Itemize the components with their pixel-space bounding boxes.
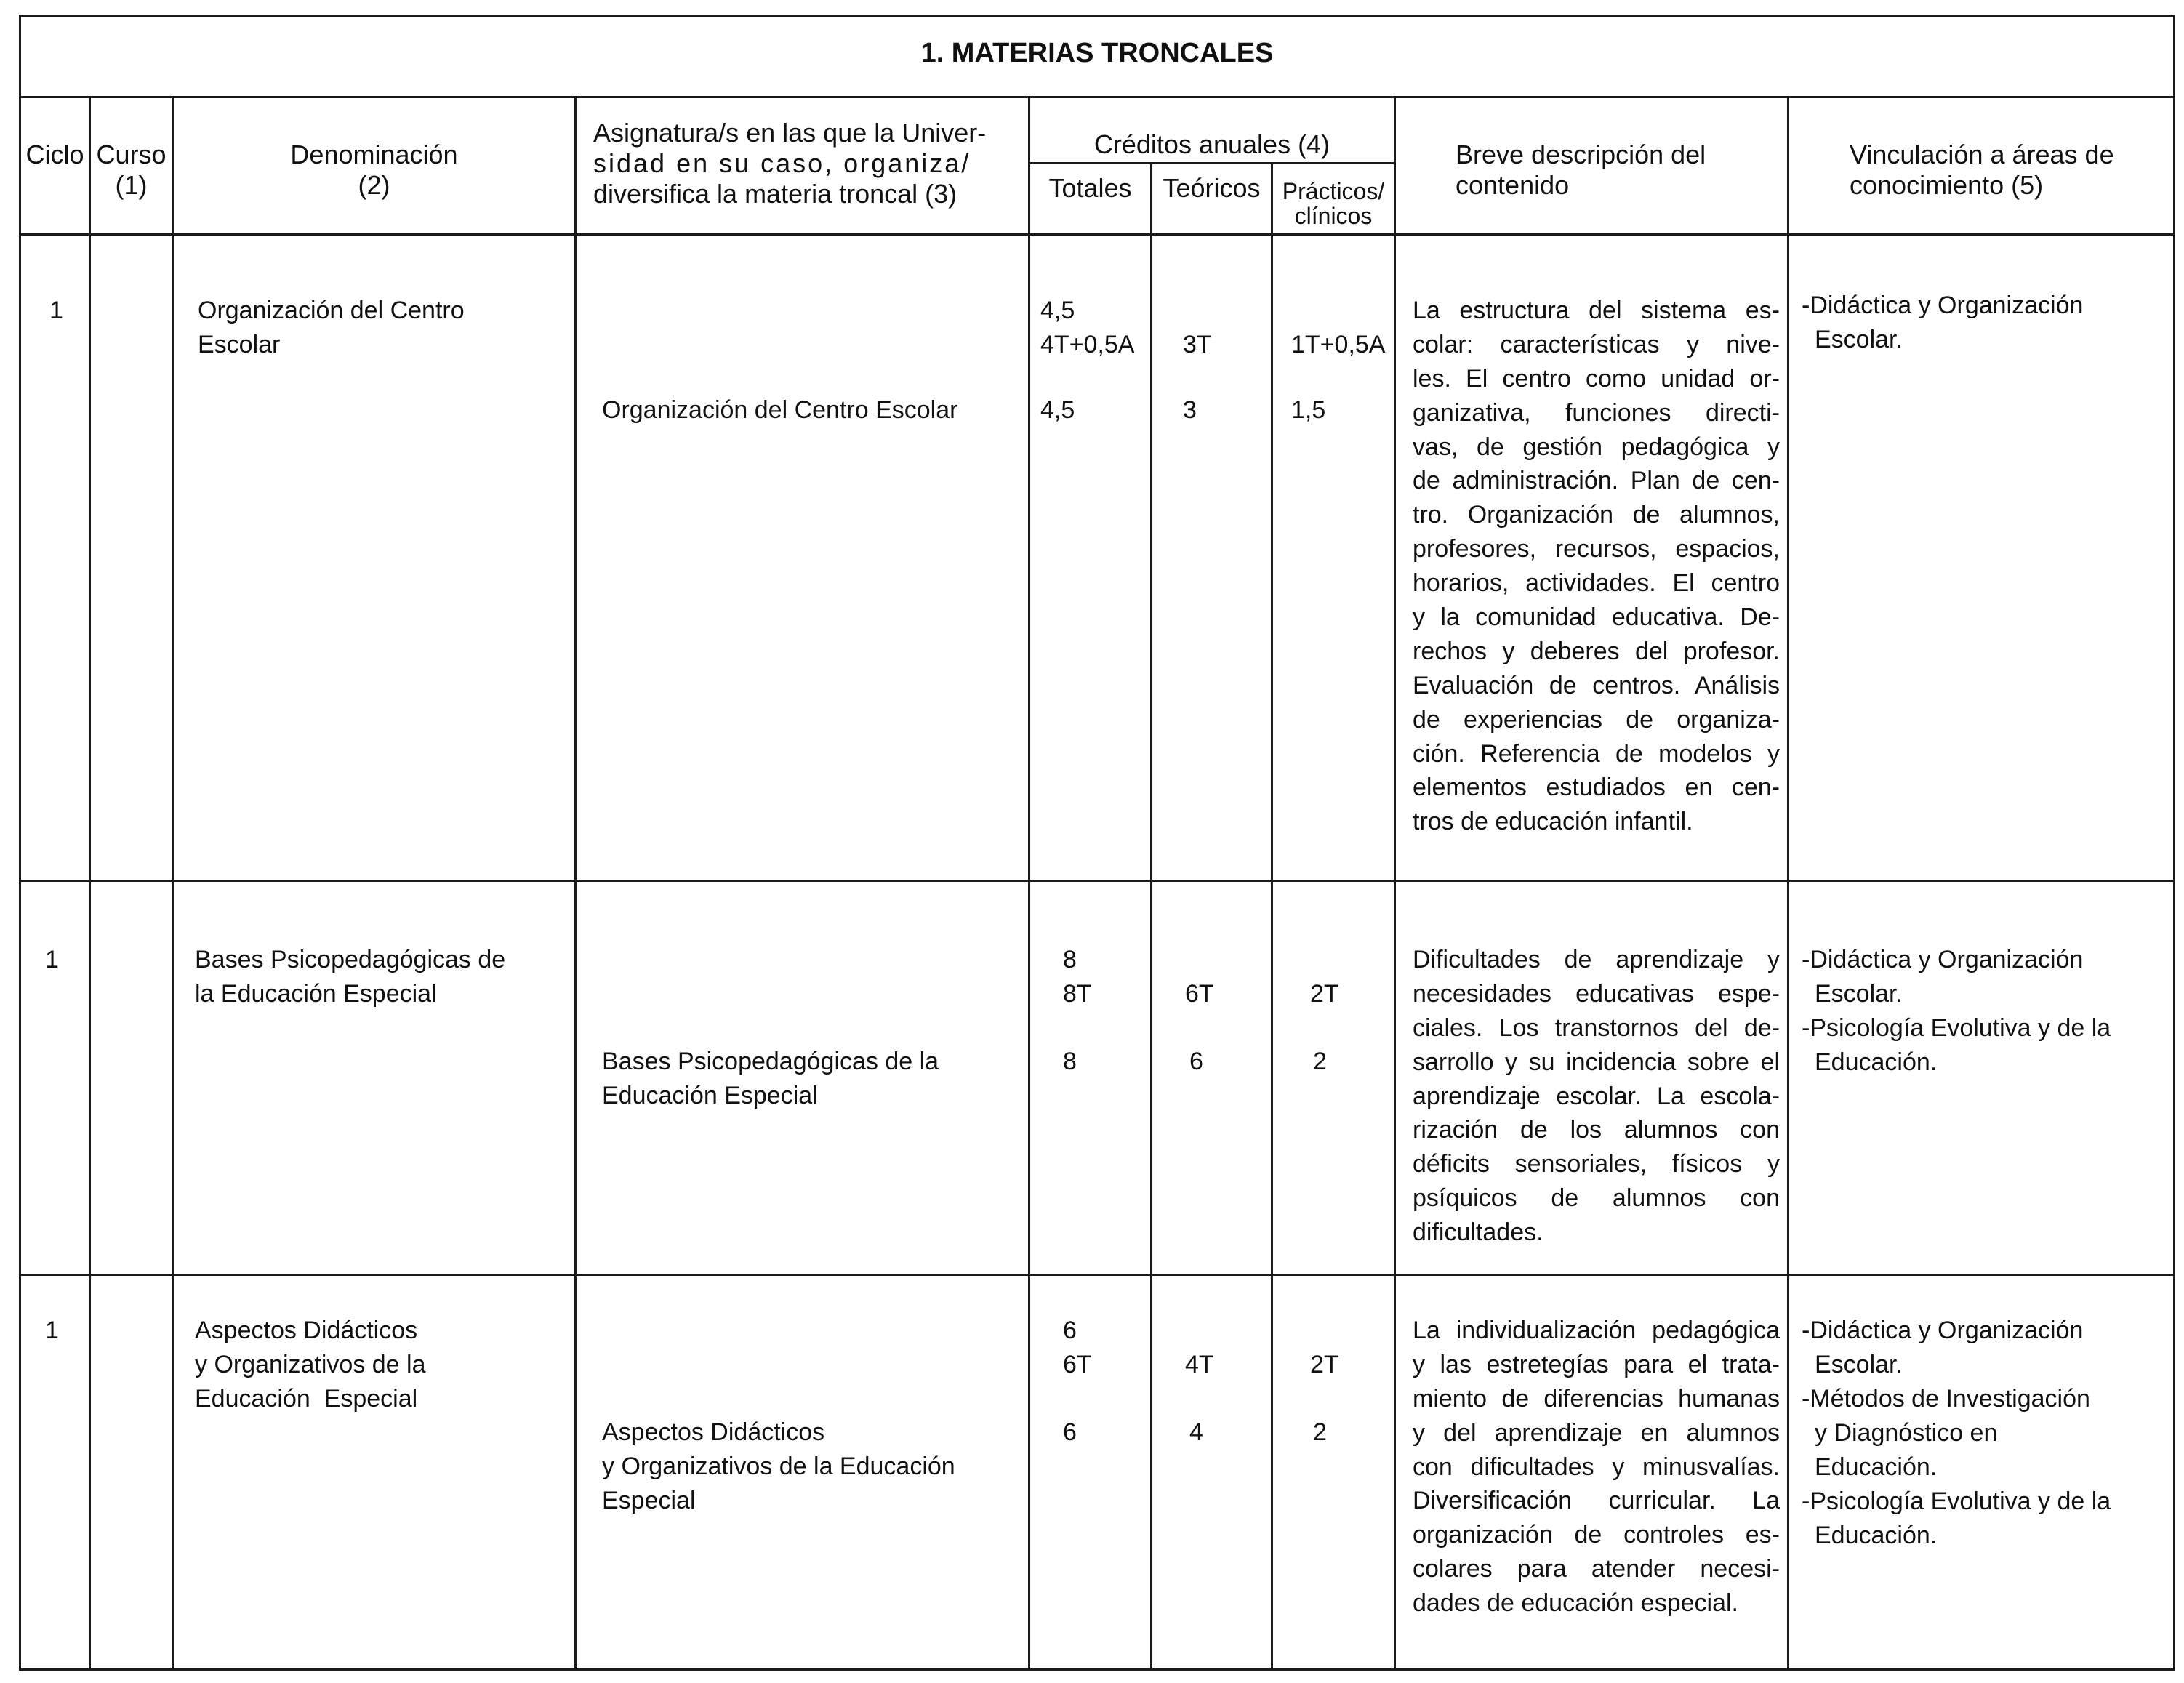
header-ciclo: Ciclo [25,140,84,169]
row2-descripcion: Dificultades de aprendizaje y necesidades educativas espe- ciales. Los transtornos del de- sarrollo y su incidencia sobre el aprendizaje escolar. La escola- rización de los alumnos con déficits sensoriales, físicos y psíquicos de alumnos con dificultades. [1413,946,1780,1247]
row2-ciclo: 1 [45,946,59,973]
header-curso: Curso (1) [96,140,166,200]
col-divider-totales [1150,162,1152,1671]
row1-totales-total: 4,5 [1040,297,1075,324]
col-divider-descripcion [1787,96,1789,1671]
row2-teoricos-asignatura: 6 [1189,1048,1203,1075]
row1-teoricos-asignatura: 3 [1183,396,1197,424]
row3-vinculacion: -Didáctica y Organización Escolar. -Métodos de Investigación y Diagnóstico en Educación. -Psicología Evolutiva y de la Educación. [1802,1317,2111,1549]
header-denominacion: Denominación (2) [290,140,458,200]
row2-totales-asignatura: 8 [1063,1048,1077,1075]
col-divider-teoricos [1271,162,1273,1671]
row3-denominacion: Aspectos Didácticos y Organizativos de la Educación Especial [195,1317,426,1413]
header-vinculacion: Vinculación a áreas de conocimiento (5) [1850,140,2114,200]
table-title: 1. MATERIAS TRONCALES [920,38,1274,68]
col-divider-curso [172,96,174,1671]
header-descripcion: Breve descripción del contenido [1456,140,1706,200]
header-totales: Totales [1048,173,1132,203]
row2-asignatura: Bases Psicopedagógicas de la Educación Especial [602,1048,939,1109]
col-divider-denominacion [574,96,577,1671]
row3-totales-desglose: 6T [1063,1351,1092,1378]
row1-totales-asignatura: 4,5 [1040,396,1075,424]
row3-ciclo: 1 [45,1317,59,1344]
row1-practicos-desglose: 1T+0,5A [1291,331,1386,358]
col-divider-ciclo [89,96,91,1671]
title-divider [19,96,2175,98]
header-teoricos: Teóricos [1163,173,1261,203]
row2-totales-desglose: 8T [1063,980,1092,1008]
row2-totales-total: 8 [1063,946,1077,973]
row-divider-2 [19,1274,2175,1276]
creditos-divider [1028,162,1396,164]
row1-vinculacion: -Didáctica y Organización Escolar. [1802,292,2084,353]
row1-teoricos-desglose: 3T [1183,331,1212,358]
row2-denominacion: Bases Psicopedagógicas de la Educación Especial [195,946,506,1008]
row1-totales-desglose: 4T+0,5A [1040,331,1135,358]
row-divider-1 [19,880,2175,882]
header-asignatura: Asignatura/s en las que la Univer- sidad en su caso, organiza/ diversifica la materia troncal (3) [593,118,987,209]
row3-teoricos-asignatura: 4 [1189,1418,1203,1446]
row3-totales-total: 6 [1063,1317,1077,1344]
row3-totales-asignatura: 6 [1063,1418,1077,1446]
row3-descripcion: La individualización pedagógica y las estretegías para el trata- miento de diferencias humanas y del aprendizaje en alumnos con dificultades y minusvalías. Diversificación curricular. La organización de controles es- colares para atender necesi- dades de educación especial. [1413,1317,1780,1618]
header-practicos: Prácticos/ clínicos [1282,178,1385,229]
row3-teoricos-desglose: 4T [1185,1351,1214,1378]
header-divider [19,233,2175,236]
row1-practicos-asignatura: 1,5 [1291,396,1326,424]
row1-denominacion: Organización del Centro Escolar [198,297,465,358]
row2-practicos-desglose: 2T [1310,980,1339,1008]
row1-ciclo: 1 [49,297,63,324]
col-divider-asignatura [1028,96,1030,1671]
col-divider-creditos [1394,96,1396,1671]
row1-asignatura: Organización del Centro Escolar [602,396,958,424]
header-creditos: Créditos anuales (4) [1093,129,1330,159]
row1-descripcion: La estructura del sistema es- colar: características y nive- les. El centro como unidad or- ganizativa, funciones directi- vas, de gestión pedagógica y de administración. Plan de cen- tro. Organización de alumnos, profesores, recursos, espacios, horarios, actividades. El centro y la comunidad educativa. De- rechos y deberes del profesor. Evaluación de centros. Análisis de experiencias de organiza- ción. Referencia de modelos y elementos estudiados en cen- tros de educación infantil. [1413,297,1780,836]
row3-asignatura: Aspectos Didácticos y Organizativos de la Educación Especial [602,1418,955,1514]
row3-practicos-desglose: 2T [1310,1351,1339,1378]
row2-teoricos-desglose: 6T [1185,980,1214,1008]
row2-practicos-asignatura: 2 [1313,1048,1327,1075]
row3-practicos-asignatura: 2 [1313,1418,1327,1446]
row2-vinculacion: -Didáctica y Organización Escolar. -Psicología Evolutiva y de la Educación. [1802,946,2111,1076]
